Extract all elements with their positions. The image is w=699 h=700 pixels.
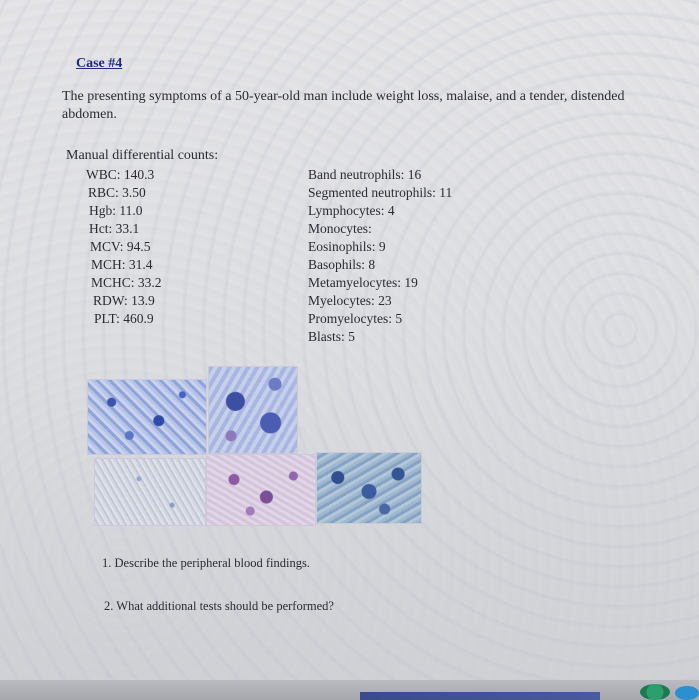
differential-heading: Manual differential counts: <box>66 148 219 163</box>
differential-values-list <box>308 166 452 346</box>
blood-smear-image-2 <box>208 366 298 454</box>
diff-value-promyelocytes: Promyelocytes: 5 <box>308 311 403 326</box>
blood-smear-image-4 <box>206 454 316 526</box>
question-2: 2. What additional tests should be performed? <box>104 599 334 613</box>
blood-smear-image-3 <box>94 458 206 526</box>
app-icon-secondary <box>675 686 699 700</box>
lab-value-rdw: RDW: 13.9 <box>93 293 155 308</box>
lab-value-hct: Hct: 33.1 <box>89 221 140 236</box>
diff-value-band-neutrophils: Band neutrophils: 16 <box>308 167 422 182</box>
diff-value-metamyelocytes: Metamyelocytes: 19 <box>308 275 418 290</box>
diff-value-myelocytes: Myelocytes: 23 <box>308 293 392 308</box>
question-1: 1. Describe the peripheral blood findings. <box>102 556 310 570</box>
diff-value-segmented-neutrophils: Segmented neutrophils: 11 <box>308 185 453 200</box>
lab-value-mcv: MCV: 94.5 <box>90 239 151 254</box>
lab-value-mch: MCH: 31.4 <box>91 257 153 272</box>
lab-value-plt: PLT: 460.9 <box>94 311 154 326</box>
lab-value-rbc: RBC: 3.50 <box>88 185 146 200</box>
cbc-values-list <box>86 166 162 328</box>
diff-value-blasts: Blasts: 5 <box>308 329 355 344</box>
diff-value-basophils: Basophils: 8 <box>308 257 376 272</box>
blood-smear-image-5 <box>316 452 422 524</box>
taskbar-strip <box>360 692 600 700</box>
lab-value-mchc: MCHC: 33.2 <box>91 275 162 290</box>
lab-value-wbc: WBC: 140.3 <box>86 167 155 182</box>
diff-value-lymphocytes: Lymphocytes: 4 <box>308 203 395 218</box>
diff-value-monocytes: Monocytes: <box>308 221 372 236</box>
blood-smear-image-1 <box>87 379 207 455</box>
diff-value-eosinophils: Eosinophils: 9 <box>308 239 386 254</box>
app-icon <box>640 684 670 700</box>
case-title: Case #4 <box>76 56 123 71</box>
case-description: The presenting symptoms of a 50-year-old man include weight loss, malaise, and a tender, distended abdomen. <box>62 89 625 122</box>
lab-value-hgb: Hgb: 11.0 <box>89 203 143 218</box>
